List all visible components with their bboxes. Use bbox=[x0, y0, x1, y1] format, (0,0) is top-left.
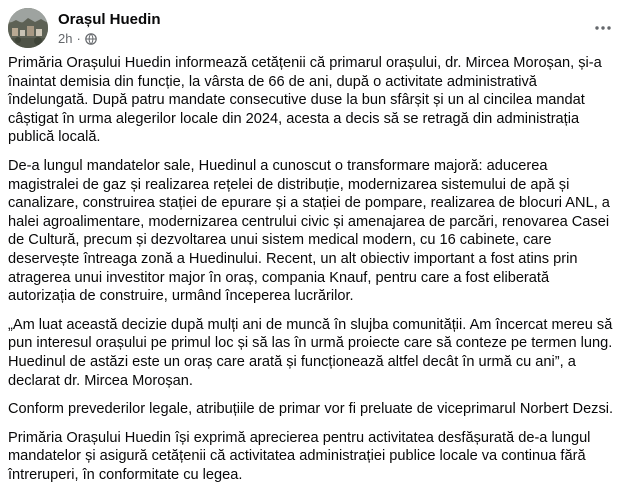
post-paragraph: De-a lungul mandatelor sale, Huedinul a cunoscut o transformare majoră: aducerea magistralei de gaz și realizarea rețelei de distribuție, modernizarea sistemului de apă și canalizare, construirea stației de epurare și a stației de pompare, realizarea de blocuri ANL, a halei agroalimentare, modernizarea centrului civic și amenajarea de parcări, renovarea Casei de Cultură, precum și dezvoltarea unui sistem medical modern, cu 16 cabinete, care deservește întreaga zonă a Huedinului. Recent, un alt obiectiv important a fost atins prin atragerea unui investitor major în oraș, compania Knauf, pentru care a fost eliberată autorizația de construire, urmând începerea lucrărilor. bbox=[8, 157, 610, 305]
post-header bbox=[8, 8, 621, 48]
post-paragraph: Primăria Orașului Huedin își exprimă aprecierea pentru activitatea desfășurată de-a lungul mandatelor și asigură cetățenii că activitatea administrației publice locale va continua fără întreruperi, în conformitate cu legea. bbox=[8, 429, 591, 483]
more-horizontal-icon bbox=[595, 26, 611, 30]
post-paragraph: Conform prevederilor legale, atribuțiile de primar vor fi preluate de viceprimarul Norbert Dezsi. bbox=[8, 401, 614, 418]
post-paragraph: „Am luat această decizie după mulți ani de muncă în slujba comunității. Am încercat mereu să pun interesul orașului pe primul loc și să las în urmă proiecte care să conteze pe termen lung. Huedinul de astăzi este un oraș care arată și funcționează altfel decât în urmă cu ani”, a declarat dr. Mircea Moroșan. bbox=[8, 316, 613, 389]
post-meta bbox=[58, 31, 97, 47]
post-paragraph: Primăria Orașului Huedin informează cetățenii că primarul orașului, dr. Mircea Moroșan, și-a înaintat demisia din funcție, la vârsta de 66 de ani, după o activitate administrativă îndelungată. După patru mandate consecutive duse la bun sfârșit și un al cincilea mandat câștigat în urma alegerilor locale din 2024, acesta a decis să se retragă din administrația publică locală. bbox=[8, 55, 602, 146]
page-name-link[interactable]: Orașul Huedin bbox=[58, 11, 161, 28]
globe-icon[interactable] bbox=[85, 33, 97, 45]
post-time-link[interactable]: 2h bbox=[58, 31, 73, 46]
more-options-button[interactable] bbox=[589, 14, 617, 42]
post-body bbox=[8, 54, 614, 494]
meta-separator: · bbox=[76, 31, 81, 46]
avatar-image bbox=[8, 8, 48, 48]
page-avatar[interactable] bbox=[8, 8, 48, 48]
